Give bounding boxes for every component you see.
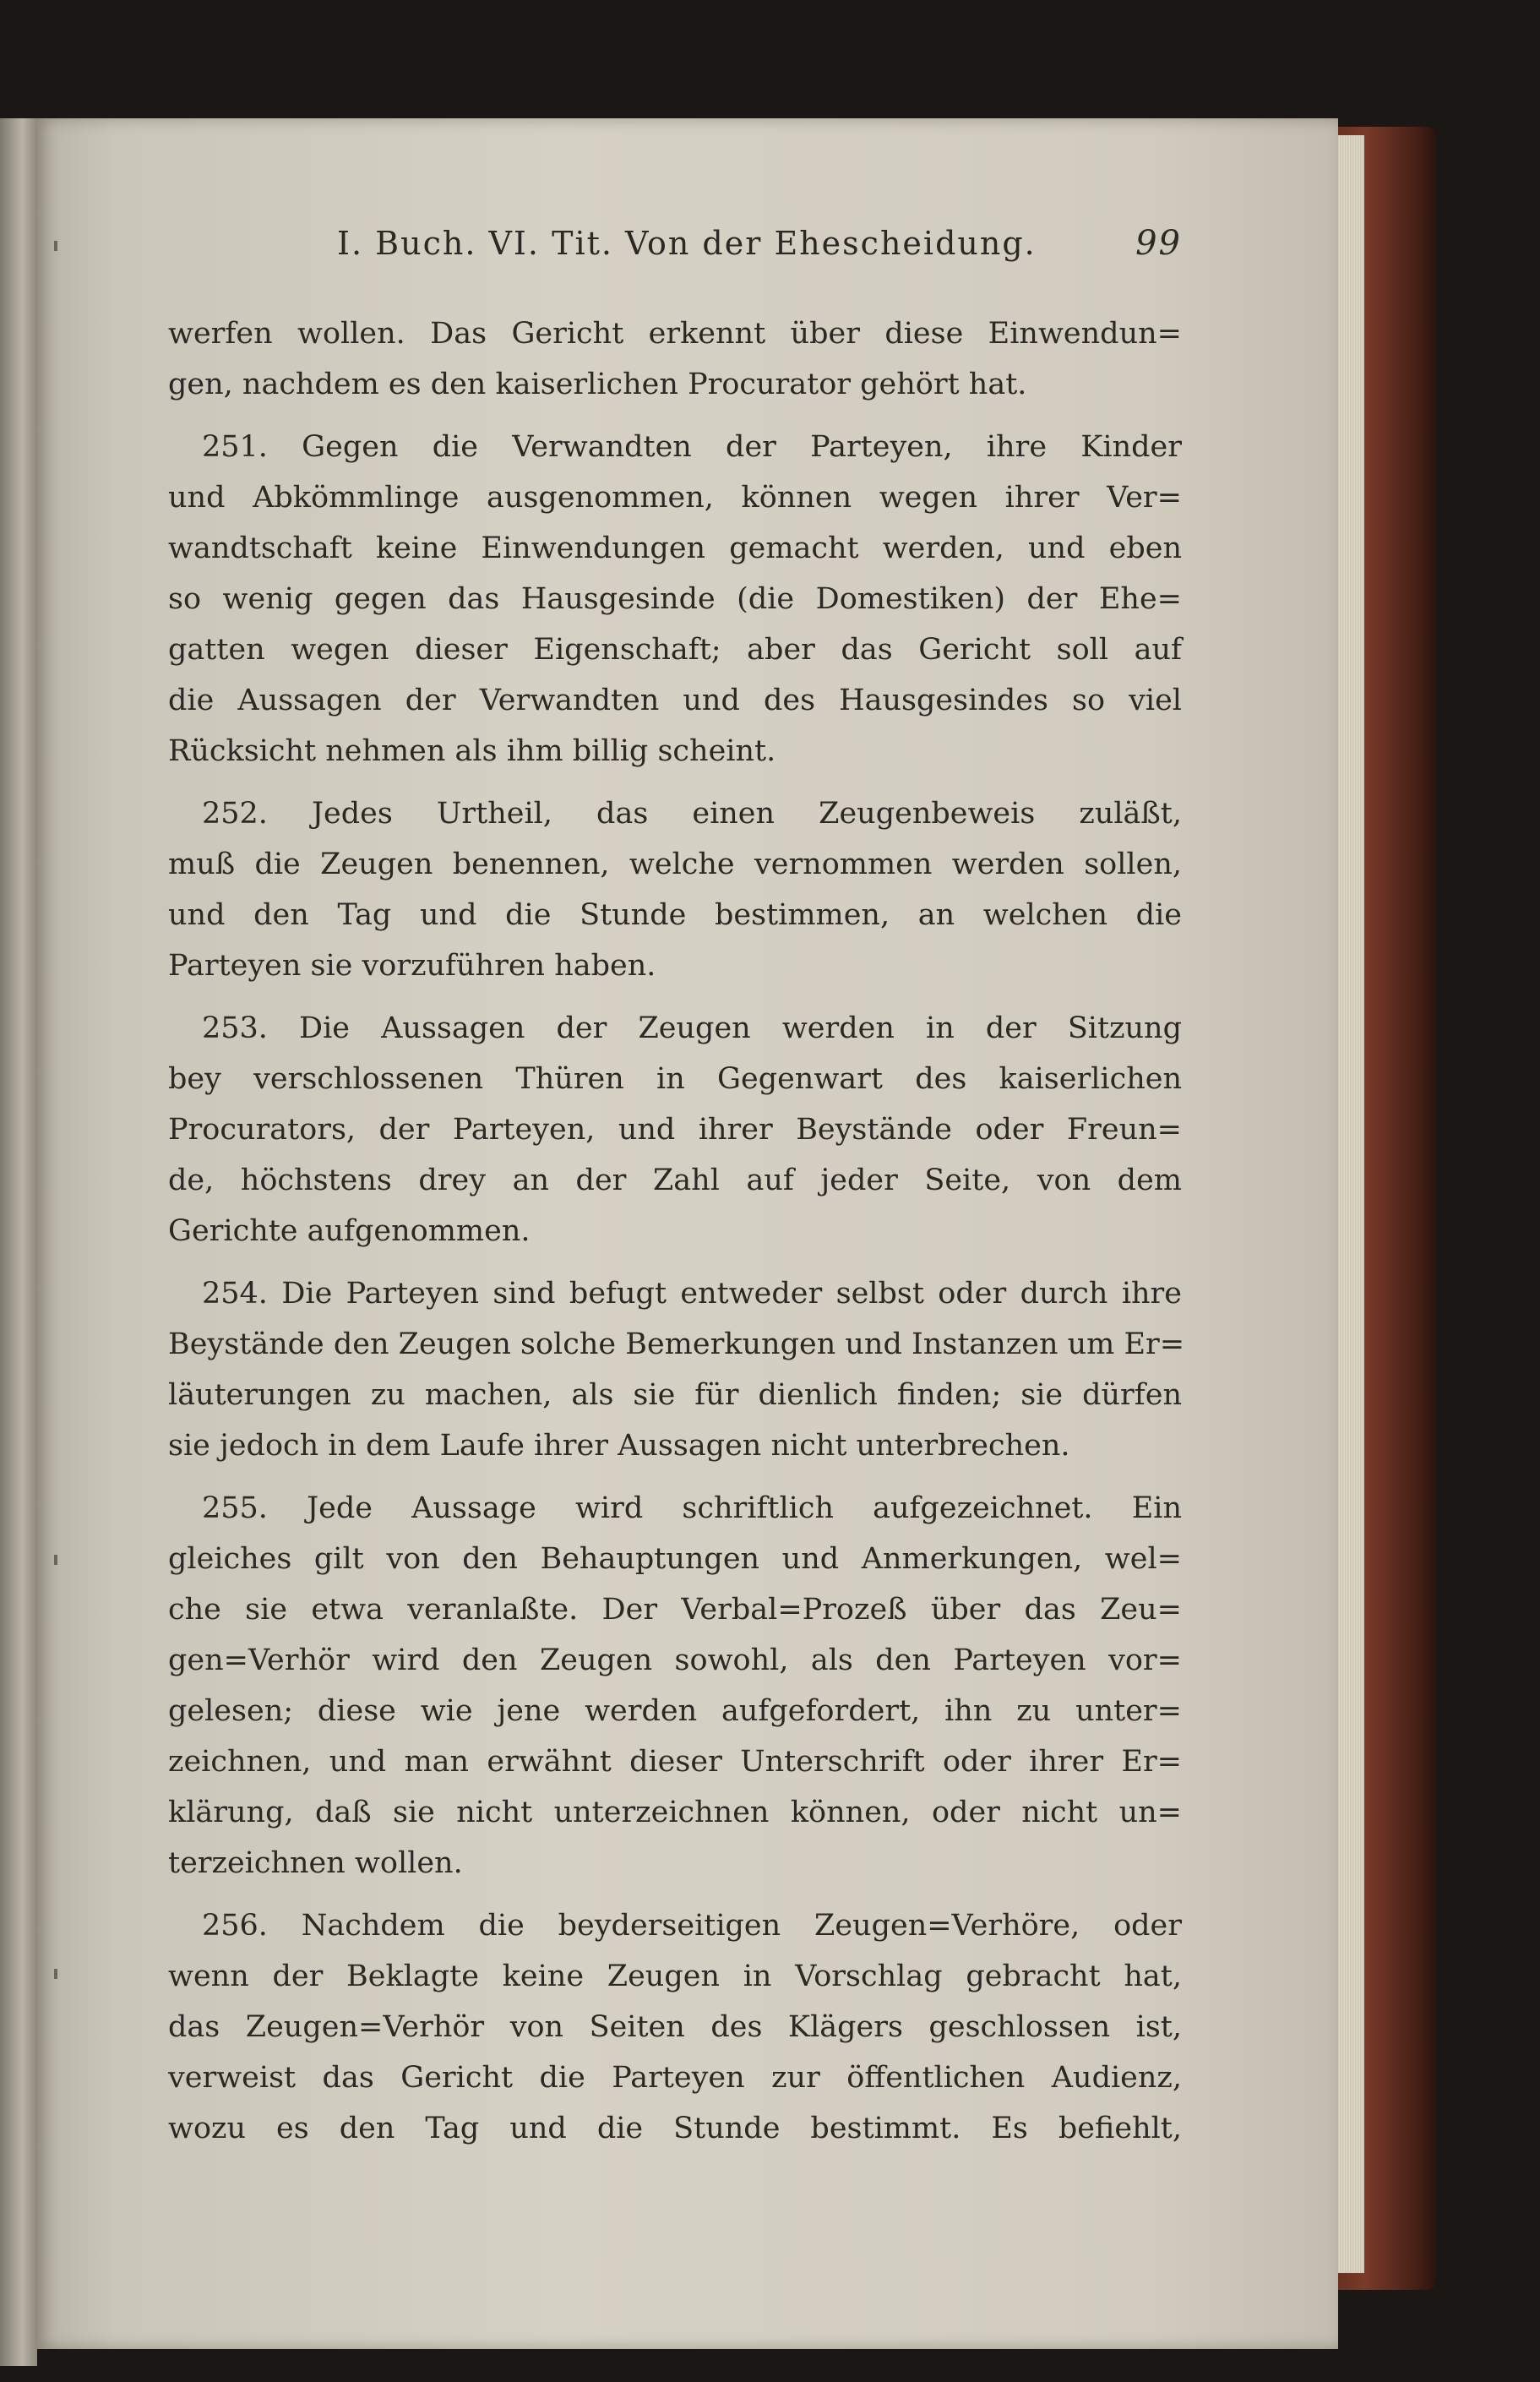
text-line: gatten wegen dieser Eigenschaft; aber das Gericht soll auf [168, 633, 1182, 667]
text-line: bey verschlossenen Thüren in Gegenwart des kaiserlichen [168, 1062, 1182, 1096]
text-line: gen=Verhör wird den Zeugen sowohl, als den Parteyen vor= [168, 1643, 1182, 1677]
text-line: Beyständе den Zeugen solche Bemerkungen und Instanzen um Er= [168, 1327, 1185, 1361]
text-line: 256. Nachdem die beyderseitigen Zeugen=Verhöre, oder [202, 1909, 1182, 1943]
text-line: gleiches gilt von den Behauptungen und Anmerkungen, wel= [168, 1542, 1182, 1576]
previous-page-edge [0, 118, 37, 2366]
text-line: 252. Jedes Urtheil, das einen Zeugenbeweis zuläßt, [202, 797, 1182, 831]
text-line: sie jedoch in dem Laufe ihrer Aussagen nicht unterbrechen. [168, 1429, 1070, 1463]
text-line: wenn der Beklagte keine Zeugen in Vorschlag gebracht hat, [168, 1960, 1182, 1993]
margin-mark [54, 241, 57, 251]
text-line: verweist das Gericht die Parteyen zur öffentlichen Audienz, [168, 2061, 1182, 2095]
page-number: 99 [1135, 224, 1182, 263]
text-line: 251. Gegen die Verwandten der Parteyen, ihre Kinder [202, 430, 1182, 464]
paragraph-251 [168, 422, 1182, 777]
margin-mark [54, 1555, 57, 1565]
running-title: I. Buch. VI. Tit. Von der Ehescheidung. [337, 225, 1037, 262]
text-line: 253. Die Aussagen der Zeugen werden in der Sitzung [202, 1011, 1182, 1045]
text-line: gelesen; diese wie jene werden aufgefordert, ihn zu unter= [168, 1694, 1182, 1728]
text-line: das Zeugen=Verhör von Seiten des Klägers geschlossen ist, [168, 2010, 1182, 2044]
paragraph-254 [168, 1268, 1185, 1471]
margin-mark [54, 1969, 57, 1979]
text-line: wandtschaft keine Einwendungen gemacht werden, und eben [168, 531, 1182, 565]
text-line: de, höchstens drey an der Zahl auf jeder Seite, von dem [168, 1164, 1182, 1197]
paragraph-252 [168, 788, 1182, 991]
text-line: wozu es den Tag und die Stunde bestimmt. Es befiehlt, [168, 2112, 1182, 2145]
text-line: werfen wollen. Das Gericht erkennt über diese Einwendun= [168, 317, 1182, 351]
text-line: und den Tag und die Stunde bestimmen, an welchen die [168, 898, 1182, 932]
text-line: und Abkömmlinge ausgenommen, können wegen ihrer Ver= [168, 481, 1182, 515]
text-line: che sie etwa veranlaßte. Der Verbal=Prozeß über das Zeu= [168, 1593, 1182, 1627]
text-line: Procurators, der Parteyen, und ihrer Beyständе oder Freun= [168, 1113, 1182, 1147]
text-line: muß die Zeugen benennen, welche vernommen werden sollen, [168, 848, 1182, 881]
text-line: terzeichnen wollen. [168, 1846, 463, 1880]
running-head [168, 224, 1182, 275]
text-line: Gerichte aufgenommen. [168, 1214, 531, 1248]
text-line: die Aussagen der Verwandten und des Hausgesindes so viel [168, 684, 1182, 717]
paragraph-253 [168, 1003, 1182, 1256]
text-line: 255. Jede Aussage wird schriftlich aufgezeichnet. Ein [202, 1491, 1182, 1525]
text-line: läuterungen zu machen, als sie für dienlich finden; sie dürfen [168, 1378, 1182, 1412]
text-line: gen, nachdem es den kaiserlichen Procurator gehört hat. [168, 368, 1027, 401]
text-line: zeichnen, und man erwähnt dieser Unterschrift oder ihrer Er= [168, 1745, 1182, 1779]
text-line: Rücksicht nehmen als ihm billig scheint. [168, 734, 776, 768]
paragraph-255 [168, 1483, 1182, 1889]
text-line: so wenig gegen das Hausgesinde (die Domestiken) der Ehe= [168, 582, 1182, 616]
paragraph-256 [168, 1900, 1182, 2154]
book-page [37, 118, 1338, 2349]
text-line: klärung, daß sie nicht unterzeichnen können, oder nicht un= [168, 1796, 1182, 1829]
text-line: Parteyen sie vorzuführen haben. [168, 949, 656, 983]
page-text-block [168, 224, 1185, 2166]
paragraph-continuation [168, 308, 1182, 410]
text-line: 254. Die Parteyen sind befugt entweder selbst oder durch ihre [202, 1277, 1182, 1311]
